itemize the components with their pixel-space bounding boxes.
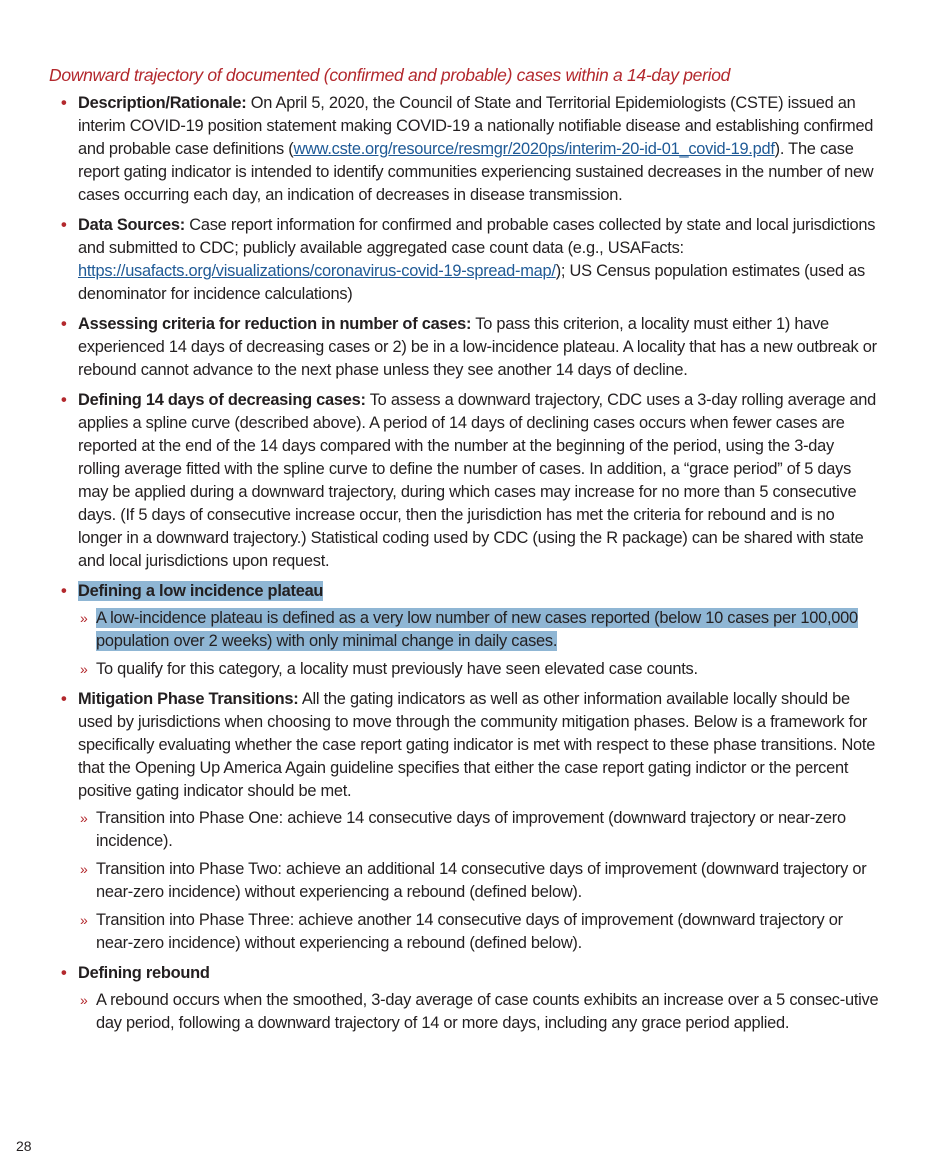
sub-list [78,607,880,681]
sub-bullet-icon: » [80,810,88,826]
bullet-icon: • [61,582,67,600]
bullet-text: To pass this criterion, a locality must either 1) have experienced 14 days of decreasing cases or 2) be in a low-incidence plateau. A locality that has a new outbreak or rebound cannot advance to the next phase unless they see another 14 days of decline. [78,315,877,379]
cste-link[interactable]: www.cste.org/resource/resmgr/2020ps/interim-20-id-01_covid-19.pdf [293,140,775,158]
bullet-label: Description/Rationale: [78,94,247,112]
bullet-label: Assessing criteria for reduction in number of cases: [78,315,472,333]
sub-item-text: Transition into Phase One: achieve 14 consecutive days of improvement (downward trajectory or near-zero incidence). [96,809,846,850]
sub-list [78,807,880,955]
highlighted-text: A low-incidence plateau is defined as a very low number of new cases reported (below 10 cases per 100,000 population over 2 weeks) with only minimal change in daily cases. [96,609,858,650]
sub-item-phase-three [78,909,880,955]
bullet-text: All the gating indicators as well as other information available locally should be used by jurisdictions when choosing to move through the community mitigation phases. Below is a framework for specifically evaluating whether the case report gating indicator is met with respect to these phase transitions. Note that the Opening Up America Again guideline specifies that either the case report gating indictor or the percent positive gating indicator should be met. [78,690,876,800]
bullet-icon: • [61,690,67,708]
sub-item-text: To qualify for this category, a locality must previously have seen elevated case counts. [96,660,698,678]
bullet-icon: • [61,216,67,234]
document-body [60,92,880,1042]
sub-item-text: Transition into Phase Three: achieve another 14 consecutive days of improvement (downward trajectory or near-zero incidence) without experiencing a rebound (defined below). [96,911,843,952]
bullet-text: On April 5, 2020, the Council of State and Territorial Epidemiologists (CSTE) issued an interim COVID-19 position statement making COVID-19 a nationally notifiable disease and establishing confirmed and probable case definitions ( [78,94,874,158]
usafacts-link[interactable]: https://usafacts.org/visualizations/coronavirus-covid-19-spread-map/ [78,262,556,280]
page-number: 28 [16,1138,32,1154]
sub-bullet-icon: » [80,912,88,928]
sub-item-phase-two [78,858,880,904]
bullet-data-sources [60,214,880,306]
sub-item-phase-one [78,807,880,853]
sub-item-plateau-definition [78,607,880,653]
sub-bullet-icon: » [80,610,88,626]
sub-bullet-icon: » [80,861,88,877]
sub-list [78,989,880,1035]
bullet-description-rationale [60,92,880,207]
sub-bullet-icon: » [80,992,88,1008]
bullet-label: Defining 14 days of decreasing cases: [78,391,366,409]
bullet-mitigation-phase-transitions [60,688,880,955]
bullet-low-incidence-plateau [60,580,880,681]
sub-item-rebound-definition [78,989,880,1035]
bullet-text: ); US Census population estimates (used as denominator for incidence calculations) [78,262,865,303]
sub-bullet-icon: » [80,661,88,677]
bullet-text: ). The case report gating indicator is intended to identify communities experiencing sustained decreases in the number of new cases occurring each day, an indication of decreases in disease transmission. [78,140,874,204]
section-heading: Downward trajectory of documented (confirmed and probable) cases within a 14-day period [49,65,731,85]
bullet-text: Case report information for confirmed and probable cases collected by state and local jurisdictions and submitted to CDC; publicly available aggregated case count data (e.g., USAFacts: [78,216,876,257]
bullet-defining-14-days [60,389,880,573]
bullet-icon: • [61,315,67,333]
bullet-label: Data Sources: [78,216,185,234]
sub-item-plateau-qualify [78,658,880,681]
bullet-text: To assess a downward trajectory, CDC uses a 3-day rolling average and applies a spline curve (described above). A period of 14 days of declining cases occurs when fewer cases are reported at the end of the 14 days compared with the number at the beginning of the period, using the 3-day rolling average fitted with the spline curve to define the number of cases. In addition, a “grace period” of 5 days may be applied during a downward trajectory, during which cases may increase for no more than 5 consecutive days. (If 5 days of consecutive increase occur, then the jurisdiction has met the criteria for rebound and is no longer in a downward trajectory.) Statistical coding used by CDC (using the R package) can be shared with state and local jurisdictions upon request. [78,391,877,570]
sub-item-text: A rebound occurs when the smoothed, 3-day average of case counts exhibits an increase over a 5 consec-utive day period, following a downward trajectory of 14 or more days, including any grace period applied. [96,991,879,1032]
bullet-list [60,92,880,1035]
sub-item-text: Transition into Phase Two: achieve an additional 14 consecutive days of improvement (downward trajectory or near-zero incidence) without experiencing a rebound (defined below). [96,860,867,901]
bullet-icon: • [61,964,67,982]
bullet-assessing-criteria [60,313,880,382]
bullet-label: Defining rebound [78,964,210,982]
bullet-label: Mitigation Phase Transitions: [78,690,299,708]
bullet-icon: • [61,94,67,112]
bullet-defining-rebound [60,962,880,1035]
bullet-icon: • [61,391,67,409]
bullet-label-highlighted: Defining a low incidence plateau [78,582,324,600]
